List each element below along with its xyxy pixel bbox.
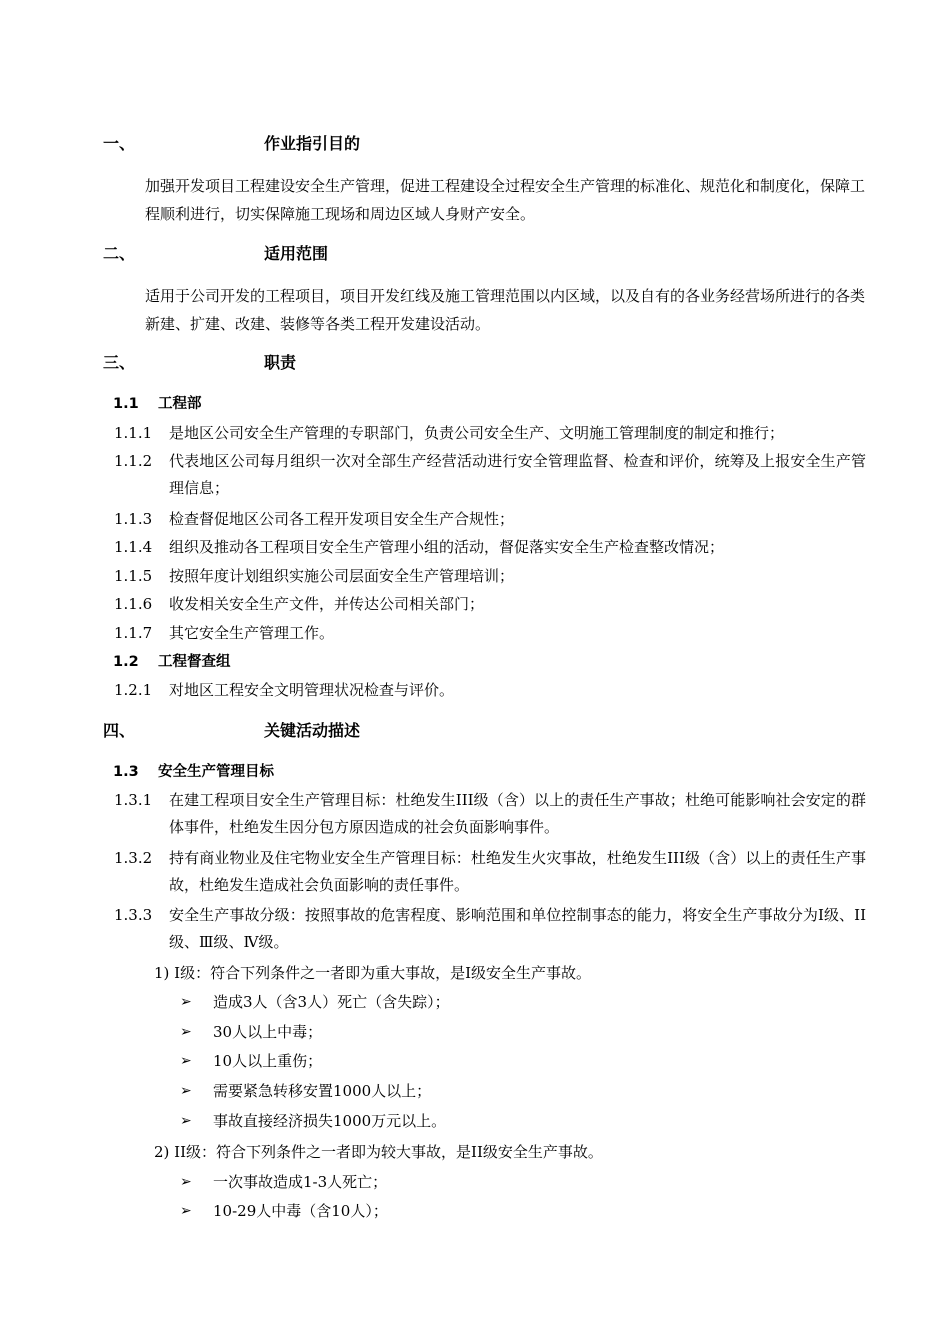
arrow-bullet-icon: ➢: [180, 1113, 192, 1129]
section-title: 适用范围: [264, 244, 329, 263]
item-number: 1.1.3: [114, 510, 153, 528]
item-text: 组织及推动各工程项目安全生产管理小组的活动，督促落实安全生产检查整改情况；: [169, 538, 725, 556]
subsection-number: 1.1: [113, 396, 139, 412]
scope-paragraph: 适用于公司开发的工程项目，项目开发红线及施工管理范围以内区域，以及自有的各业务经营场所进行的各类新建、扩建、改建、装修等各类工程开发建设活动。: [145, 287, 866, 333]
list-item: [114, 787, 866, 841]
subsection-title: 安全生产管理目标: [158, 764, 274, 780]
bullet-text: 事故直接经济损失1000万元以上。: [213, 1112, 447, 1130]
list-item: [114, 563, 866, 590]
section-number: 二、: [103, 244, 136, 263]
list-item: [114, 506, 866, 533]
bullet-text: 10人以上重伤；: [213, 1052, 323, 1070]
subsection-title: 工程督查组: [158, 654, 231, 670]
bullet-text: 造成3人（含3人）死亡（含失踪）；: [213, 993, 450, 1011]
bullet-text: 需要紧急转移安置1000人以上；: [213, 1082, 432, 1100]
section-number: 四、: [103, 721, 136, 740]
list-item: [114, 420, 866, 447]
list-item: [114, 534, 866, 561]
section-title: 关键活动描述: [264, 721, 361, 740]
item-text: 在建工程项目安全生产管理目标：杜绝发生III级（含）以上的责任生产事故；杜绝可能影响社会安定的群体事件，杜绝发生因分包方原因造成的社会负面影响事件。: [169, 791, 866, 836]
list-item: [114, 677, 866, 704]
level-heading: 2) II级：符合下列条件之一者即为较大事故，是II级安全生产事故。: [154, 1143, 603, 1161]
list-item: [114, 845, 866, 899]
subsection-number: 1.2: [113, 654, 139, 670]
item-number: 1.1.1: [114, 424, 153, 442]
section-title: 职责: [264, 353, 297, 372]
list-item: [114, 591, 866, 618]
item-number: 1.1.2: [114, 452, 153, 470]
list-item: [114, 620, 866, 647]
subsection-title: 工程部: [158, 396, 202, 412]
arrow-bullet-icon: ➢: [180, 1083, 192, 1099]
item-text: 对地区工程安全文明管理状况检查与评价。: [169, 681, 455, 699]
item-number: 1.2.1: [114, 681, 153, 699]
item-text: 其它安全生产管理工作。: [169, 624, 335, 642]
bullet-text: 10-29人中毒（含10人）；: [213, 1202, 388, 1220]
arrow-bullet-icon: ➢: [180, 994, 192, 1010]
item-number: 1.1.7: [114, 624, 153, 642]
section-title: 作业指引目的: [264, 134, 361, 153]
bullet-text: 30人以上中毒；: [213, 1023, 323, 1041]
item-text: 检查督促地区公司各工程开发项目安全生产合规性；: [169, 510, 515, 528]
item-text: 是地区公司安全生产管理的专职部门，负责公司安全生产、文明施工管理制度的制定和推行；: [169, 424, 785, 442]
item-text: 收发相关安全生产文件，并传达公司相关部门；: [169, 595, 485, 613]
item-text: 按照年度计划组织实施公司层面安全生产管理培训；: [169, 567, 515, 585]
item-number: 1.3.3: [114, 906, 153, 924]
arrow-bullet-icon: ➢: [180, 1024, 192, 1040]
item-number: 1.1.4: [114, 538, 153, 556]
section-number: 三、: [103, 353, 136, 372]
arrow-bullet-icon: ➢: [180, 1203, 192, 1219]
arrow-bullet-icon: ➢: [180, 1174, 192, 1190]
item-number: 1.1.6: [114, 595, 153, 613]
item-text: 代表地区公司每月组织一次对全部生产经营活动进行安全管理监督、检查和评价，统筹及上报安全生产管理信息；: [169, 452, 866, 497]
arrow-bullet-icon: ➢: [180, 1053, 192, 1069]
item-text: 持有商业物业及住宅物业安全生产管理目标：杜绝发生火灾事故，杜绝发生III级（含）以上的责任生产事故，杜绝发生造成社会负面影响的责任事件。: [169, 849, 866, 894]
level-heading: 1) I级：符合下列条件之一者即为重大事故，是I级安全生产事故。: [154, 964, 592, 982]
item-number: 1.3.1: [114, 791, 153, 809]
item-number: 1.1.5: [114, 567, 153, 585]
purpose-paragraph: 加强开发项目工程建设安全生产管理，促进工程建设全过程安全生产管理的标准化、规范化和制度化，保障工程顺利进行，切实保障施工现场和周边区域人身财产安全。: [145, 177, 866, 223]
item-text: 安全生产事故分级：按照事故的危害程度、影响范围和单位控制事态的能力，将安全生产事故分为I级、II级、Ⅲ级、Ⅳ级。: [169, 906, 866, 951]
section-number: 一、: [103, 134, 136, 153]
bullet-text: 一次事故造成1-3人死亡；: [213, 1173, 388, 1191]
list-item: [114, 448, 866, 502]
subsection-number: 1.3: [113, 764, 139, 780]
list-item: [114, 902, 866, 956]
item-number: 1.3.2: [114, 849, 153, 867]
